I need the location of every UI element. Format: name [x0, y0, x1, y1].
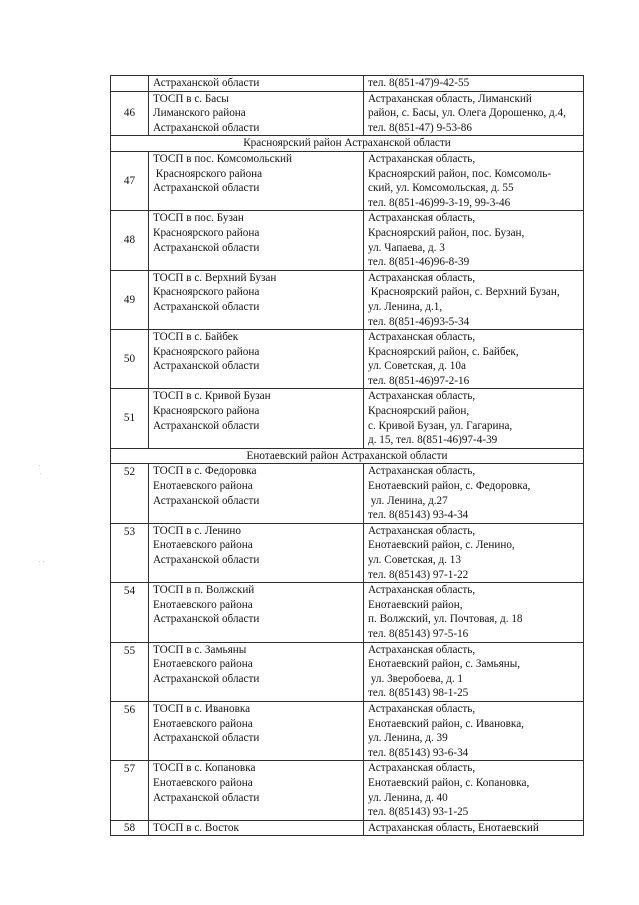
row-number: 53: [111, 523, 149, 582]
address-line: Енотаевский район,: [368, 598, 463, 611]
table-row: [111, 389, 584, 448]
office-name-line: ТОСП в п. Волжский: [153, 584, 255, 597]
address-line: тел. 8(851-47) 9-53-86: [368, 121, 472, 134]
address-line: тел. 8(85143) 98-1-25: [368, 687, 469, 700]
address-cell: [364, 583, 584, 642]
row-number: 57: [111, 761, 149, 820]
office-name-line: Красноярского района: [153, 167, 263, 180]
office-name-line: Красноярского района: [153, 226, 260, 239]
row-number: 47: [111, 151, 149, 210]
address-line: ул. Чапаева, д. 3: [368, 241, 445, 254]
address-line: Енотаевский район, с. Замьяны,: [368, 658, 521, 671]
address-line: Енотаевский район, с. Копановка,: [368, 776, 530, 789]
address-line: Енотаевский район, с. Федоровка,: [368, 480, 531, 493]
address-line: Астраханская область, Лиманский: [368, 92, 532, 105]
office-name-line: ТОСП в пос. Комсомольский: [153, 152, 293, 165]
office-name-cell: [149, 76, 364, 92]
address-line: тел. 8(85143) 93-4-34: [368, 509, 469, 522]
address-line: ул. Советская, д. 13: [368, 554, 461, 566]
office-name-line: Енотаевского района: [153, 776, 253, 789]
address-line: тел. 8(85143) 93-6-34: [368, 746, 469, 759]
address-line: Красноярский район,: [368, 405, 470, 418]
address-line: Астраханская область, Енотаевский: [368, 821, 539, 834]
office-name-cell: [149, 583, 364, 642]
address-line: Енотаевский район, с. Ивановка,: [368, 717, 524, 730]
office-name-line: Енотаевского района: [153, 717, 253, 730]
address-line: Красноярский район, с. Верхний Бузан,: [368, 286, 560, 299]
table-row: [111, 330, 584, 389]
office-name-cell: [149, 151, 364, 210]
office-name-cell: [149, 330, 364, 389]
address-cell: [364, 523, 584, 582]
address-line: Астраханская область,: [368, 152, 476, 165]
row-number: 49: [111, 270, 149, 329]
office-name-line: Астраханской области: [153, 791, 260, 804]
office-name-cell: [149, 701, 364, 760]
address-line: Красноярский район, с. Байбек,: [368, 345, 519, 358]
address-line: тел. 8(851-46)93-5-34: [368, 315, 470, 328]
address-line: ул. Советская, д. 10а: [368, 360, 466, 373]
address-cell: [364, 642, 584, 701]
office-name-line: ТОСП в с. Федоровка: [153, 465, 257, 478]
office-name-line: Астраханской области: [153, 121, 260, 134]
office-name-line: Лиманского района: [153, 107, 246, 120]
address-cell: [364, 820, 584, 836]
office-name-line: ТОСП в с. Кривой Бузан: [153, 390, 271, 403]
address-line: Астраханская область,: [368, 524, 476, 537]
address-cell: [364, 211, 584, 270]
address-line: тел. 8(851-46)99-3-19, 99-3-46: [368, 196, 511, 209]
address-line: Астраханская область,: [368, 390, 476, 403]
address-line: ул. Ленина, д.1,: [368, 300, 443, 313]
address-line: Астраханская область,: [368, 331, 476, 344]
office-name-cell: [149, 270, 364, 329]
address-cell: [364, 91, 584, 136]
row-number: 55: [111, 642, 149, 701]
address-line: Астраханская область,: [368, 212, 476, 225]
table-row: [111, 642, 584, 701]
address-line: Красноярский район, пос. Комсомоль-: [368, 167, 552, 180]
table-row: [111, 820, 584, 836]
office-name-line: Астраханской области: [153, 419, 260, 432]
office-name-line: Астраханской области: [153, 300, 260, 313]
office-name-line: Астраханской области: [153, 182, 260, 195]
address-line: Енотаевский район, с. Ленино,: [368, 539, 515, 552]
office-name-line: Красноярского района: [153, 405, 260, 418]
address-line: тел. 8(851-46)97-2-16: [368, 374, 470, 387]
address-line: тел. 8(851-47)9-42-55: [368, 77, 470, 89]
address-line: ул. Ленина, д.27: [368, 494, 448, 507]
office-name-line: Астраханской области: [153, 672, 260, 685]
office-name-line: ТОСП в с. Байбек: [153, 331, 239, 344]
office-name-line: ТОСП в с. Замьяны: [153, 643, 247, 656]
office-name-line: Астраханской области: [153, 360, 260, 373]
address-line: тел. 8(851-46)96-8-39: [368, 256, 470, 269]
office-name-line: Астраханской области: [153, 613, 260, 626]
tosp-address-table: [110, 75, 584, 836]
office-name-line: ТОСП в с. Ленино: [153, 524, 241, 537]
address-line: ский, ул. Комсомольская, д. 55: [368, 182, 514, 195]
address-line: Астраханская область,: [368, 702, 476, 715]
row-number: 56: [111, 701, 149, 760]
address-line: Красноярский район, пос. Бузан,: [368, 226, 525, 239]
address-line: ул. Зверобоева, д. 1: [368, 672, 464, 685]
address-cell: [364, 151, 584, 210]
office-name-line: ТОСП в с. Восток: [153, 821, 239, 834]
office-name-line: Енотаевского района: [153, 598, 253, 611]
row-number: 50: [111, 330, 149, 389]
address-line: тел. 8(85143) 93-1-25: [368, 806, 469, 819]
table-body: [111, 76, 584, 836]
row-number: 52: [111, 464, 149, 523]
section-row: [111, 448, 584, 464]
address-line: тел. 8(85143) 97-5-16: [368, 627, 469, 640]
office-name-line: ТОСП в с. Копановка: [153, 762, 256, 775]
row-number: 54: [111, 583, 149, 642]
table-row: [111, 701, 584, 760]
address-line: Астраханская область,: [368, 271, 476, 284]
address-line: Астраханская область,: [368, 643, 476, 656]
office-name-line: Енотаевского района: [153, 480, 253, 493]
address-line: тел. 8(85143) 97-1-22: [368, 568, 469, 581]
section-heading: Енотаевский район Астраханской области: [111, 448, 584, 464]
address-line: ул. Ленина, д. 39: [368, 732, 448, 745]
office-name-line: Красноярского района: [153, 286, 260, 299]
office-name-cell: [149, 211, 364, 270]
office-name-cell: [149, 91, 364, 136]
scan-specks: · · · ·: [38, 462, 45, 566]
address-cell: [364, 76, 584, 92]
office-name-line: Астраханской области: [153, 77, 260, 89]
table-row: [111, 761, 584, 820]
address-line: с. Кривой Бузан, ул. Гагарина,: [368, 419, 513, 432]
address-line: Астраханская область,: [368, 584, 476, 597]
table-row: [111, 91, 584, 136]
office-name-line: ТОСП в с. Басы: [153, 92, 229, 105]
row-number: 48: [111, 211, 149, 270]
office-name-line: Астраханской области: [153, 732, 260, 745]
row-number: [111, 76, 149, 92]
table-row: [111, 76, 584, 92]
address-line: район, с. Басы, ул. Олега Дорошенко, д.4,: [368, 107, 566, 120]
address-line: п. Волжский, ул. Почтовая, д. 18: [368, 613, 523, 626]
address-line: Астраханская область,: [368, 465, 476, 478]
office-name-cell: [149, 389, 364, 448]
row-number: 58: [111, 820, 149, 836]
office-name-cell: [149, 523, 364, 582]
address-cell: [364, 464, 584, 523]
table-row: [111, 151, 584, 210]
office-name-cell: [149, 464, 364, 523]
office-name-line: Астраханской области: [153, 494, 260, 507]
section-heading: Красноярский район Астраханской области: [111, 136, 584, 152]
table-row: [111, 464, 584, 523]
address-cell: [364, 761, 584, 820]
table-row: [111, 583, 584, 642]
office-name-cell: [149, 820, 364, 836]
address-line: д. 15, тел. 8(851-46)97-4-39: [368, 434, 498, 447]
address-line: ул. Ленина, д. 40: [368, 791, 448, 804]
office-name-line: Астраханской области: [153, 554, 260, 566]
office-name-line: ТОСП в с. Верхний Бузан: [153, 271, 277, 284]
address-cell: [364, 270, 584, 329]
office-name-line: ТОСП в пос. Бузан: [153, 212, 244, 225]
table-row: [111, 270, 584, 329]
row-number: 46: [111, 91, 149, 136]
office-name-cell: [149, 642, 364, 701]
office-name-line: ТОСП в с. Ивановка: [153, 702, 251, 715]
office-name-line: Енотаевского района: [153, 539, 253, 552]
office-name-line: Красноярского района: [153, 345, 260, 358]
address-cell: [364, 330, 584, 389]
office-name-line: Енотаевского района: [153, 658, 253, 671]
office-name-cell: [149, 761, 364, 820]
address-cell: [364, 389, 584, 448]
address-line: Астраханская область,: [368, 762, 476, 775]
office-name-line: Астраханской области: [153, 241, 260, 254]
table-row: [111, 211, 584, 270]
address-cell: [364, 701, 584, 760]
row-number: 51: [111, 389, 149, 448]
table-row: [111, 523, 584, 582]
section-row: [111, 136, 584, 152]
